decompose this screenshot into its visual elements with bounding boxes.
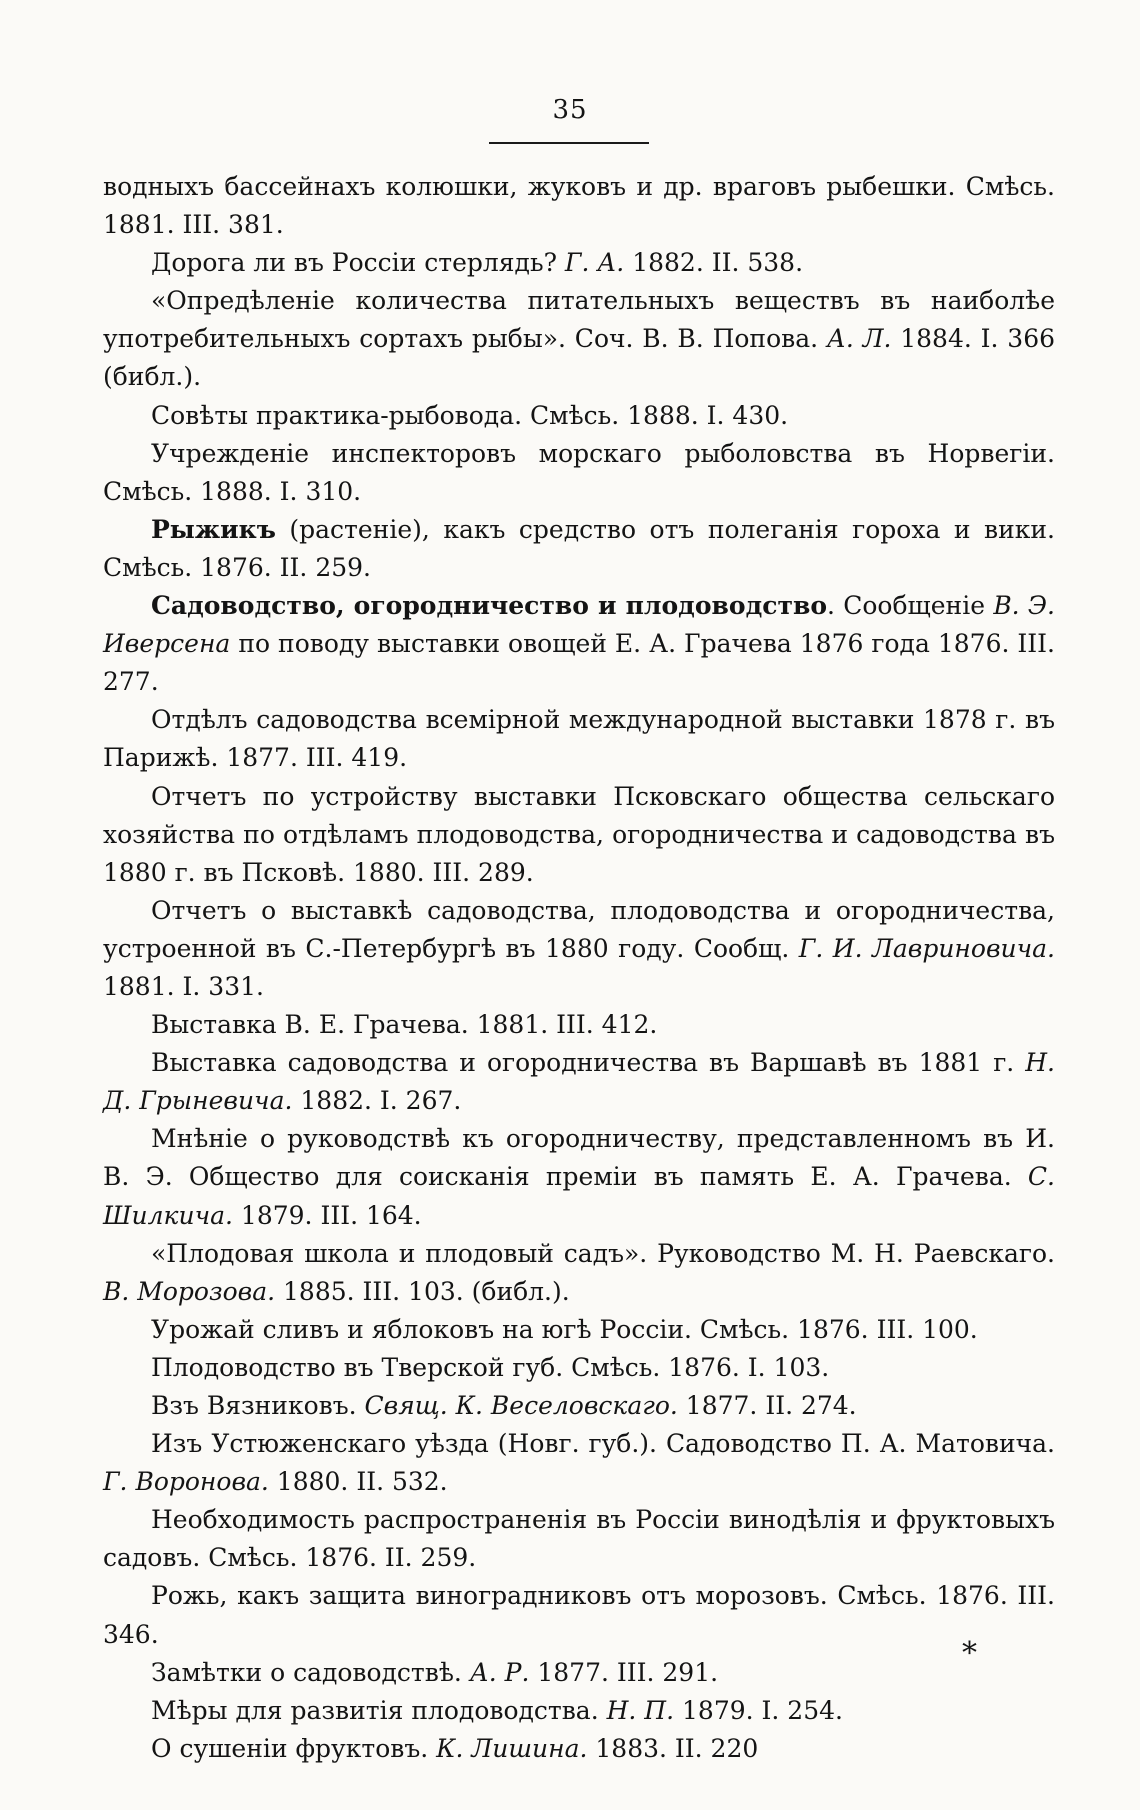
entry: Дорога ли въ Россіи стерлядь? Г. А. 1882. II. 538. <box>151 248 804 278</box>
entry: Замѣтки о садоводствѣ. А. Р. 1877. III. 291. <box>151 1657 719 1687</box>
entry: Необходимость распространенія въ Россіи винодѣлія и фруктовыхъ садовъ. Смѣсь. 1876. II. 259. <box>103 1505 1055 1573</box>
entry: Изъ Устюженскаго уѣзда (Новг. губ.). Садоводство П. А. Матовича. Г. Воронова. 1880. II. 532. <box>103 1429 1055 1497</box>
entry: Мнѣніе о руководствѣ къ огородничеству, представленномъ въ И. В. Э. Общество для соисканія преміи въ память Е. А. Грачева. С. Шилкича. 1879. III. 164. <box>103 1124 1055 1230</box>
entry-heading-sadovodstvo: Садоводство, огородничество и плодоводство. Сообщеніе В. Э. Иверсена по поводу выставки овощей Е. А. Грачева 1876 года 1876. III. 277. <box>103 591 1055 697</box>
heading-term: Рыжикъ <box>151 514 276 544</box>
entry: Плодоводство въ Тверской губ. Смѣсь. 1876. I. 103. <box>151 1352 830 1382</box>
entry: «Опредѣленіе количества питательныхъ веществъ въ наиболѣе употребительныхъ сортахъ рыбы». Соч. В. В. Попова. А. Л. 1884. I. 366 (библ.). <box>103 286 1056 392</box>
page-number-rule <box>489 142 649 144</box>
entry: Отдѣлъ садоводства всемірной международной выставки 1878 г. въ Парижѣ. 1877. III. 419. <box>103 705 1055 773</box>
heading-term: Садоводство, огородничество и плодоводство <box>151 591 827 621</box>
entry: Совѣты практика-рыбовода. Смѣсь. 1888. I. 430. <box>151 400 789 430</box>
entry: Отчетъ по устройству выставки Псковскаго общества сельскаго хозяйства по отдѣламъ плодоводства, огородничества и садоводства въ 1880 г. въ Псковѣ. 1880. III. 289. <box>103 781 1055 887</box>
asterisk-mark: * <box>962 1636 977 1671</box>
entry: Учрежденіе инспекторовъ морскаго рыболовства въ Норвегіи. Смѣсь. 1888. I. 310. <box>103 438 1055 506</box>
index-entries <box>103 168 1055 1768</box>
entry: Рожь, какъ защита виноградниковъ отъ морозовъ. Смѣсь. 1876. III. 346. <box>103 1581 1055 1649</box>
entry: Мѣры для развитія плодоводства. Н. П. 1879. I. 254. <box>151 1695 843 1725</box>
entry: Взъ Вязниковъ. Свящ. К. Веселовскаго. 1877. II. 274. <box>151 1391 857 1420</box>
entry: Отчетъ о выставкѣ садоводства, плодоводства и огородничества, устроенной въ С.-Петербургѣ въ 1880 году. Сообщ. Г. И. Лавриновича. 1881. I. 331. <box>103 895 1055 1001</box>
entry: Выставка В. Е. Грачева. 1881. III. 412. <box>151 1010 658 1040</box>
entry-continuation: водныхъ бассейнахъ колюшки, жуковъ и др. враговъ рыбешки. Смѣсь. 1881. III. 381. <box>103 172 1055 240</box>
entry-heading-ryzhik: Рыжикъ (растеніе), какъ средство отъ полеганія гороха и вики. Смѣсь. 1876. II. 259. <box>103 514 1055 582</box>
entry: «Плодовая школа и плодовый садъ». Руководство М. Н. Раевскаго. В. Морозова. 1885. III. 103. (библ.). <box>103 1238 1055 1306</box>
entry: Выставка садоводства и огородничества въ Варшавѣ въ 1881 г. Н. Д. Грыневича. 1882. I. 267. <box>103 1048 1055 1116</box>
page-number: 35 <box>552 95 588 125</box>
entry: Урожай сливъ и яблоковъ на югѣ Россіи. Смѣсь. 1876. III. 100. <box>151 1314 978 1344</box>
entry: О сушеніи фруктовъ. К. Лишина. 1883. II. 220 <box>151 1733 759 1763</box>
